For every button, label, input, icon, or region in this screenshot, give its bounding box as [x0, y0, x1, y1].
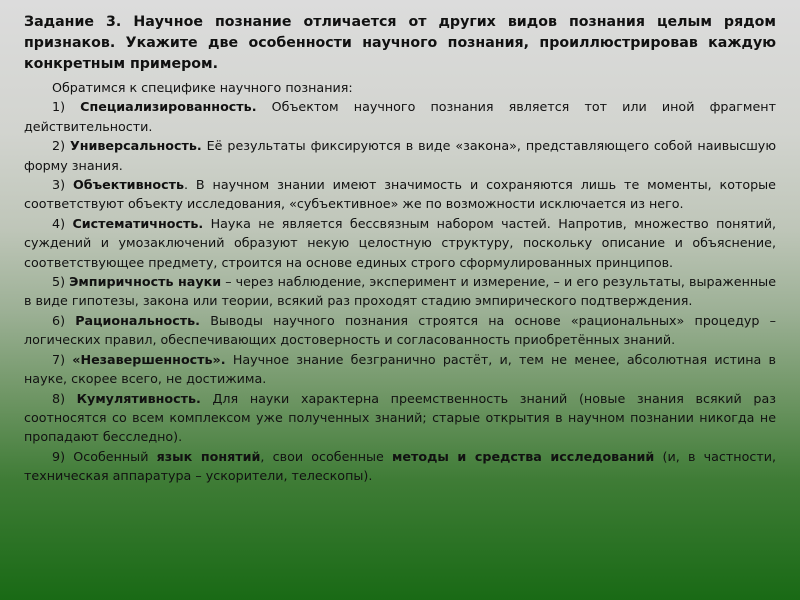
item-number: 9): [52, 448, 74, 464]
item-term: «Незавершенность».: [72, 351, 226, 367]
list-item: [24, 389, 776, 447]
item-term: Систематичность.: [72, 215, 204, 231]
list-item: [24, 311, 776, 350]
list-item: [24, 97, 776, 136]
item-number: 8): [52, 390, 77, 406]
task-heading: Задание 3. Научное познание отличается от других видов познания целым рядом признаков. Укажите две особенности научного познания, проиллюстрировав каждую конкретным примером.: [24, 14, 776, 72]
answer-body: [24, 78, 776, 486]
list-item: [24, 175, 776, 214]
item-text: Объектом научного познания является тот или иной фрагмент действительности.: [24, 99, 776, 134]
intro-line: Обратимся к специфике научного познания:: [52, 80, 353, 95]
list-item: [24, 136, 776, 175]
list-item: [24, 447, 776, 486]
item-term: Специализированность.: [80, 99, 257, 115]
list-item: [24, 214, 776, 272]
item-text: , свои особенные: [260, 448, 393, 464]
item-term: Эмпиричность науки: [69, 274, 222, 290]
item-term: Кумулятивность.: [76, 390, 201, 406]
item-number: 7): [52, 351, 73, 367]
item-text: Для науки характерна преемственность знаний (новые знания всякий раз соотносятся со всем комплексом уже полученных знаний; старые открытия в научном познании никогда не пропадают бесследно).: [24, 390, 776, 445]
item-number: 1): [52, 99, 81, 115]
item-term: Объективность: [72, 177, 184, 193]
item-number: 6): [52, 312, 76, 328]
item-text: Наука не является бессвязным набором частей. Напротив, множество понятий, суждений и умозаключений образуют некую целостную структуру, поскольку описание и объяснение, соответствующее предмету, строится на основе единых строго сформулированных принципов.: [24, 215, 776, 270]
item-number: 5): [52, 274, 70, 290]
item-text: Особенный: [73, 448, 157, 464]
item-number: 4): [52, 215, 73, 231]
item-text: (и, в частности, техническая аппаратура – ускорители, телескопы).: [24, 448, 776, 484]
item-text: Выводы научного познания строятся на основе «рациональных» процедур – логических правил, обеспечивающих достоверность и согласованность приобретённых знаний.: [24, 312, 776, 348]
item-term: Рациональность.: [75, 312, 200, 328]
item-term: язык понятий: [156, 448, 261, 464]
item-text: . В научном знании имеют значимость и сохраняются лишь те моменты, которые соответствуют объекту исследования, «субъективное» же по возможности исключается из него.: [24, 177, 776, 212]
item-number: 2): [52, 138, 70, 154]
item-number: 3): [52, 177, 73, 193]
item-text: Научное знание безгранично растёт, и, тем не менее, абсолютная истина в науке, скорее всего, не достижима.: [24, 351, 776, 387]
item-term: Универсальность.: [69, 138, 202, 154]
item-text: – через наблюдение, эксперимент и измерение, – и его результаты, выраженные в виде гипотезы, закона или теории, всякий раз проходят стадию эмпирического подтверждения.: [24, 274, 777, 309]
item-text: Её результаты фиксируются в виде «закона», представляющего собой наивысшую форму знания.: [24, 138, 776, 173]
item-term: методы и средства исследований: [392, 448, 655, 464]
list-item: [24, 350, 776, 389]
slide-content: [24, 12, 776, 486]
list-item: [24, 272, 776, 311]
